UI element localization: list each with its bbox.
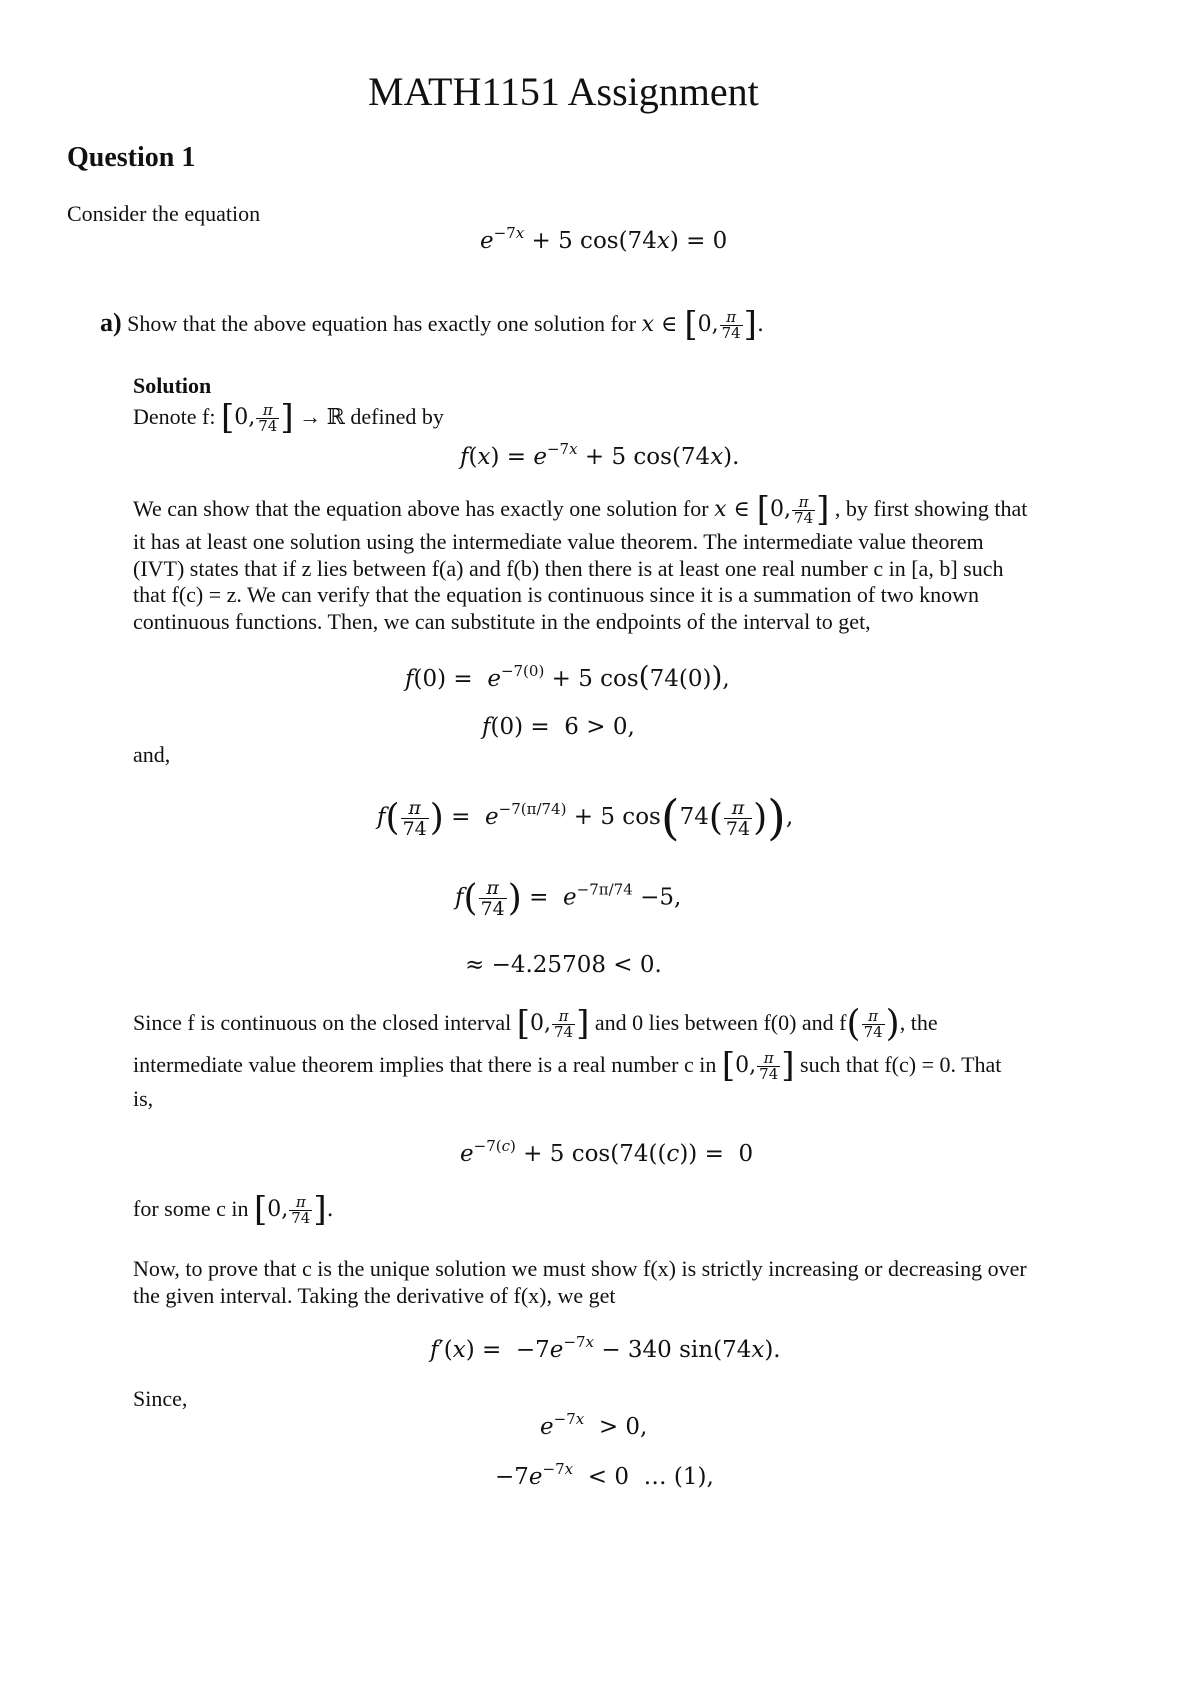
f0-substitution: $f(0) = e^{-7(0)} + 5$ cos(74(0)),: [405, 660, 730, 693]
since-mid: and 0 lies between f(0) and f: [594, 1010, 847, 1035]
ivt-lead: intermediate value theorem implies that there is a real number c in: [133, 1052, 717, 1077]
interval-den: 74: [721, 323, 741, 342]
part-a: a) Show that the above equation has exactly one solution for x ∈ [0, $\frac{\pi}{74}$ ].: [100, 304, 764, 345]
denote-prefix: Denote f:: [133, 404, 216, 429]
main-equation: $e^{-7x} + 5$ cos(74x) = 0: [480, 224, 728, 254]
for-some-text: for some c in: [133, 1196, 249, 1221]
is-text: is,: [133, 1086, 154, 1111]
ivt-trail: such that f(c) = 0. That: [800, 1052, 1002, 1077]
approx-value: ≈ −4.25708 < 0.: [465, 952, 662, 978]
paragraph1-body: it has at least one solution using the intermediate value theorem. The intermediate value theorem (IVT) states that if z lies between f(a) and f(b) then there is at least one real number c in [a, b] such that f(c) = z. We can verify that the equation is continuous since it is a summation of two known continuous functions. Then, we can substitute in the endpoints of the interval to get,: [133, 529, 1004, 634]
paragraph1-trail: , by first showing that: [834, 496, 1028, 521]
fpi-tail: −5,: [640, 884, 682, 911]
solution-heading: Solution: [133, 373, 212, 398]
part-a-text: Show that the above equation has exactly one solution for: [127, 311, 637, 336]
denote-line: Denote f: [0, $\frac{\pi}{74}$ ] → ℝ defined by: [133, 397, 444, 438]
paragraph1-first-line: We can show that the equation above has exactly one solution for x ∈ [0, $\frac{\pi}{74}$ ] , by first showing that: [133, 489, 1028, 530]
and-text: and,: [133, 742, 171, 767]
since-line: Since f is continuous on the closed interval [0, $\frac{\pi}{74}$ ] and 0 lies between f(0) and f( $\frac{\pi}{74}$ ), the: [133, 1003, 938, 1045]
fpi-simplified: f( $\frac{\pi}{74}$ ) = $e^{-7\pi/74} -5$,: [455, 877, 682, 920]
f0-value: f(0) = 6 > 0,: [482, 714, 635, 740]
positive-equation: $e^{-7x} > 0$,: [540, 1410, 648, 1440]
fpi-substitution: f( $\frac{\pi}{74}$ ) = $e^{-7(\pi/74)} + 5$ cos(74( $\frac{\pi}{74}$ )),: [377, 790, 794, 846]
unique-paragraph: Now, to prove that c is the unique solution we must show f(x) is strictly increasing or decreasing over the given interval. Taking the derivative of f(x), we get: [133, 1256, 1027, 1308]
since-lead: Since f is continuous on the closed interval: [133, 1010, 512, 1035]
ivt-line: intermediate value theorem implies that there is a real number c in [0, $\frac{\pi}{74}$ ] such that f(c) = 0. That: [133, 1045, 1002, 1086]
denote-suffix: → ℝ defined by: [299, 404, 444, 429]
derivative-equation: $f'(x) = -7e^{-7x} - 340$ sin(74x).: [430, 1333, 781, 1363]
paragraph1-lead: We can show that the equation above has exactly one solution for: [133, 496, 709, 521]
part-a-label: a): [100, 308, 122, 337]
for-some-line: for some c in [0, $\frac{\pi}{74}$ ].: [133, 1189, 334, 1230]
fc-equation: $e^{-7(c)} + 5$ cos(74((c)) = 0: [460, 1137, 754, 1167]
intro-text: Consider the equation: [67, 201, 261, 226]
negative-equation: $-7e^{-7x} < 0$ … (1),: [495, 1460, 714, 1490]
f-definition: $f(x) = e^{-7x} + 5$ cos(74x).: [460, 440, 740, 470]
since-text: Since,: [133, 1386, 188, 1411]
since-trail: , the: [899, 1010, 938, 1035]
interval-num: π: [720, 310, 743, 326]
document-title: MATH1151 Assignment: [368, 69, 759, 114]
question-heading: Question 1: [67, 142, 196, 173]
